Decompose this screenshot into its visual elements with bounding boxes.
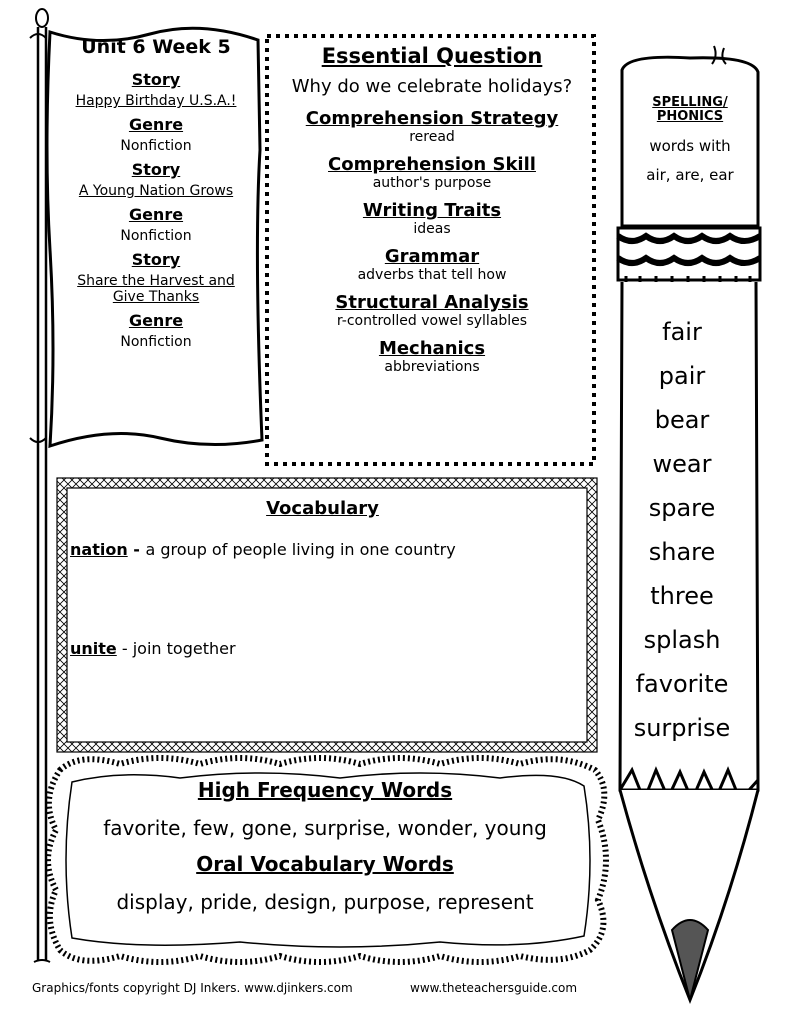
unit-flag xyxy=(58,36,254,350)
genre-label: Genre xyxy=(128,205,184,224)
vocabulary-separator: - xyxy=(116,639,133,658)
spelling-title-line1: SPELLING/ xyxy=(652,95,728,110)
skill-heading: Grammar xyxy=(384,246,480,267)
spelling-subtitle-line2: air, are, ear xyxy=(646,166,734,184)
high-frequency-words: favorite, few, gone, surprise, wonder, young xyxy=(103,816,547,840)
flag-item-story-3 xyxy=(58,250,254,305)
story-title: Share the Harvest and Give Thanks xyxy=(77,273,235,305)
spelling-word: spare xyxy=(648,494,716,522)
spelling-word: share xyxy=(648,538,716,566)
story-label: Story xyxy=(131,70,181,89)
spelling-word: pair xyxy=(658,362,706,390)
spelling-word: fair xyxy=(662,318,702,346)
high-frequency-title: High Frequency Words xyxy=(197,778,453,802)
skill-heading: Mechanics xyxy=(378,338,486,359)
skill-section xyxy=(272,293,592,329)
flag-item-genre-2 xyxy=(58,205,254,244)
skill-section xyxy=(272,339,592,375)
spelling-word: favorite xyxy=(635,670,729,698)
spelling-subtitle-line1: words with xyxy=(649,137,731,155)
skill-value: reread xyxy=(409,129,455,145)
vocabulary-title: Vocabulary xyxy=(266,498,379,519)
essential-question-text: Why do we celebrate holidays? xyxy=(291,76,573,97)
skill-value: author's purpose xyxy=(372,175,492,191)
copyright-footer: Graphics/fonts copyright DJ Inkers. www.djinkers.com xyxy=(32,981,353,995)
vocabulary-separator: - xyxy=(127,540,146,559)
flag-item-story-2 xyxy=(58,160,254,199)
essential-question-box xyxy=(272,44,592,375)
story-label: Story xyxy=(131,160,181,179)
spelling-word: wear xyxy=(652,450,712,478)
genre-label: Genre xyxy=(128,115,184,134)
vocabulary-definition: join together xyxy=(132,639,236,658)
vocabulary-term: nation xyxy=(70,540,128,559)
flag-item-genre-3 xyxy=(58,311,254,350)
skill-value: adverbs that tell how xyxy=(357,267,507,283)
spelling-word: splash xyxy=(643,626,721,654)
skill-heading: Structural Analysis xyxy=(335,292,529,313)
site-footer: www.theteachersguide.com xyxy=(410,981,578,995)
spelling-word: bear xyxy=(654,406,710,434)
skill-section xyxy=(272,247,592,283)
genre-label: Genre xyxy=(128,311,184,330)
skill-section xyxy=(272,155,592,191)
genre-value: Nonfiction xyxy=(120,334,192,350)
genre-value: Nonfiction xyxy=(120,228,192,244)
skill-value: ideas xyxy=(413,221,451,237)
story-title: A Young Nation Grows xyxy=(78,183,234,199)
skill-value: r-controlled vowel syllables xyxy=(336,313,528,329)
high-frequency-box xyxy=(80,778,570,926)
vocabulary-entry xyxy=(70,639,236,658)
spelling-word: surprise xyxy=(633,714,731,742)
skill-section xyxy=(272,201,592,237)
skill-heading: Comprehension Skill xyxy=(328,154,536,175)
story-label: Story xyxy=(131,250,181,269)
skill-heading: Comprehension Strategy xyxy=(305,108,559,129)
spelling-word: three xyxy=(650,582,714,610)
skill-value: abbreviations xyxy=(384,359,480,375)
essential-question-title: Essential Question xyxy=(321,44,543,68)
skill-heading: Writing Traits xyxy=(362,200,502,221)
flag-item-story-1 xyxy=(58,70,254,109)
oral-vocabulary-title: Oral Vocabulary Words xyxy=(196,852,454,876)
oral-vocabulary-words: display, pride, design, purpose, represent xyxy=(116,890,534,914)
vocabulary-box xyxy=(70,498,575,658)
vocabulary-definition: a group of people living in one country xyxy=(145,540,456,559)
story-title: Happy Birthday U.S.A.! xyxy=(75,93,237,109)
unit-week-title: Unit 6 Week 5 xyxy=(81,36,231,58)
spelling-word-list xyxy=(620,310,744,750)
spelling-header xyxy=(625,96,755,190)
vocabulary-entry xyxy=(70,540,456,559)
skill-section xyxy=(272,109,592,145)
vocabulary-box-border xyxy=(57,478,597,752)
spelling-title-line2: PHONICS xyxy=(656,109,724,124)
vocabulary-term: unite xyxy=(70,639,117,658)
genre-value: Nonfiction xyxy=(120,138,192,154)
flag-item-genre-1 xyxy=(58,115,254,154)
